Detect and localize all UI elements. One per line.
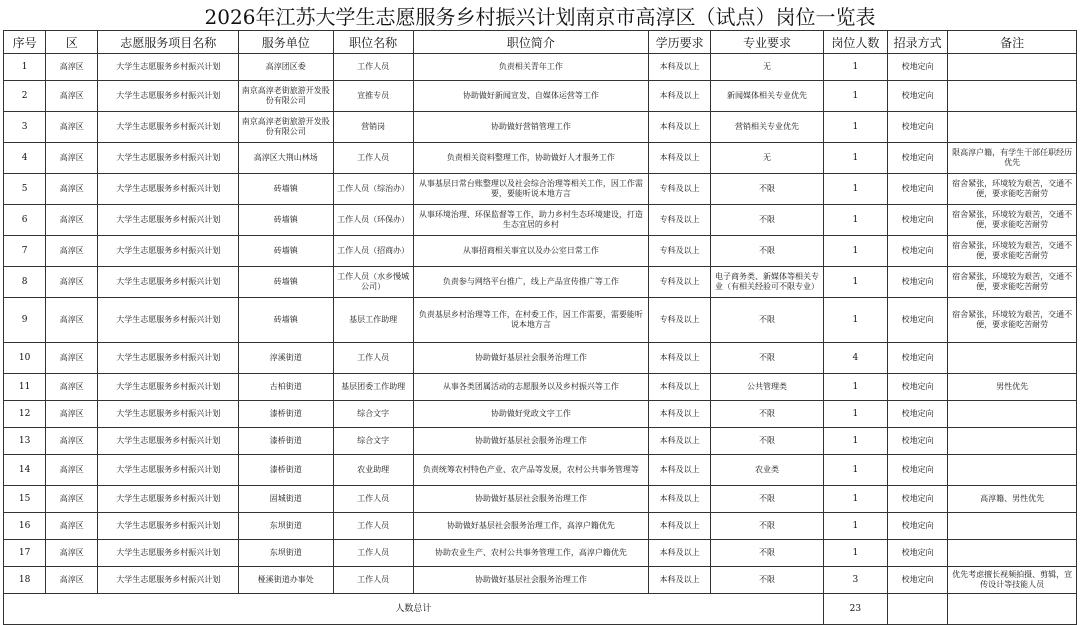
position-cell: 基层团委工作助理 [333, 374, 413, 401]
unit-cell: 砖墙镇 [239, 267, 333, 298]
education-cell: 本科及以上 [648, 455, 710, 486]
note-cell [948, 81, 1077, 112]
note-cell [948, 540, 1077, 567]
position-cell: 工作人员 [333, 540, 413, 567]
count-cell: 3 [823, 567, 887, 594]
table-row [4, 513, 1077, 540]
major-cell: 不限 [711, 298, 824, 343]
row-number: 14 [4, 455, 46, 486]
education-cell: 本科及以上 [648, 374, 710, 401]
table-row [4, 267, 1077, 298]
count-cell: 1 [823, 540, 887, 567]
district-cell: 高淳区 [46, 343, 98, 374]
district-cell: 高淳区 [46, 401, 98, 428]
method-cell: 校地定向 [888, 343, 948, 374]
note-cell: 男性优先 [948, 374, 1077, 401]
education-cell: 本科及以上 [648, 401, 710, 428]
major-cell: 不限 [711, 236, 824, 267]
position-cell: 工作人员 [333, 513, 413, 540]
total-empty-cell [888, 594, 948, 625]
position-cell: 工作人员（招商办） [333, 236, 413, 267]
intro-cell: 协助做好新闻宣发、自媒体运营等工作 [413, 81, 648, 112]
table-row [4, 428, 1077, 455]
header-row [4, 31, 1077, 54]
total-empty-cell [948, 594, 1077, 625]
education-cell: 本科及以上 [648, 567, 710, 594]
header-cell: 备注 [948, 31, 1077, 54]
project-cell: 大学生志愿服务乡村振兴计划 [98, 486, 239, 513]
note-cell: 宿舍紧张，环境较为艰苦，交通不便，要求能吃苦耐劳 [948, 236, 1077, 267]
district-cell: 高淳区 [46, 54, 98, 81]
method-cell: 校地定向 [888, 174, 948, 205]
project-cell: 大学生志愿服务乡村振兴计划 [98, 143, 239, 174]
unit-cell: 固城街道 [239, 486, 333, 513]
intro-cell: 从事各类团属活动的志愿服务以及乡村振兴等工作 [413, 374, 648, 401]
note-cell [948, 401, 1077, 428]
district-cell: 高淳区 [46, 205, 98, 236]
count-cell: 1 [823, 298, 887, 343]
intro-cell: 负责基层乡村治理等工作，在村委工作，因工作需要，需要能听说本地方言 [413, 298, 648, 343]
district-cell: 高淳区 [46, 540, 98, 567]
intro-cell: 负责相关资料整理工作，协助做好人才服务工作 [413, 143, 648, 174]
table-row [4, 374, 1077, 401]
position-cell: 农业助理 [333, 455, 413, 486]
note-cell: 高淳籍、男性优先 [948, 486, 1077, 513]
total-row [4, 594, 1077, 625]
education-cell: 本科及以上 [648, 54, 710, 81]
document-title: 2026年江苏大学生志愿服务乡村振兴计划南京市高淳区（试点）岗位一览表 [204, 5, 876, 29]
intro-cell: 协助做好营销管理工作 [413, 112, 648, 143]
education-cell: 本科及以上 [648, 486, 710, 513]
method-cell: 校地定向 [888, 143, 948, 174]
table-row [4, 486, 1077, 513]
major-cell: 无 [711, 143, 824, 174]
table-row [4, 174, 1077, 205]
position-cell: 工作人员 [333, 343, 413, 374]
method-cell: 校地定向 [888, 540, 948, 567]
note-cell [948, 54, 1077, 81]
table-row [4, 236, 1077, 267]
intro-cell: 从事招商相关事宜以及办公室日常工作 [413, 236, 648, 267]
education-cell: 专科及以上 [648, 267, 710, 298]
intro-cell: 从事环境治理、环保监督等工作，助力乡村生态环境建设，打造生态宜居的乡村 [413, 205, 648, 236]
positions-table [3, 30, 1077, 625]
row-number: 13 [4, 428, 46, 455]
header-cell: 岗位人数 [823, 31, 887, 54]
header-cell: 区 [46, 31, 98, 54]
unit-cell: 漆桥街道 [239, 401, 333, 428]
intro-cell: 协助做好基层社会服务治理工作 [413, 567, 648, 594]
major-cell: 新闻媒体相关专业优先 [711, 81, 824, 112]
major-cell: 不限 [711, 401, 824, 428]
unit-cell: 南京高淳老街旅游开发股份有限公司 [239, 112, 333, 143]
intro-cell: 协助做好基层社会服务治理工作 [413, 486, 648, 513]
education-cell: 专科及以上 [648, 236, 710, 267]
project-cell: 大学生志愿服务乡村振兴计划 [98, 81, 239, 112]
intro-cell: 负责统筹农村特色产业、农产品等发展，农村公共事务管理等 [413, 455, 648, 486]
major-cell: 不限 [711, 205, 824, 236]
table-row [4, 567, 1077, 594]
project-cell: 大学生志愿服务乡村振兴计划 [98, 455, 239, 486]
major-cell: 无 [711, 54, 824, 81]
major-cell: 公共管理类 [711, 374, 824, 401]
project-cell: 大学生志愿服务乡村振兴计划 [98, 513, 239, 540]
method-cell: 校地定向 [888, 455, 948, 486]
count-cell: 1 [823, 267, 887, 298]
method-cell: 校地定向 [888, 54, 948, 81]
position-cell: 营销岗 [333, 112, 413, 143]
position-cell: 基层工作助理 [333, 298, 413, 343]
method-cell: 校地定向 [888, 298, 948, 343]
unit-cell: 砖墙镇 [239, 205, 333, 236]
header-cell: 招录方式 [888, 31, 948, 54]
unit-cell: 淳溪街道 [239, 343, 333, 374]
position-cell: 宣推专员 [333, 81, 413, 112]
project-cell: 大学生志愿服务乡村振兴计划 [98, 205, 239, 236]
header-cell: 职位名称 [333, 31, 413, 54]
row-number: 11 [4, 374, 46, 401]
table-row [4, 401, 1077, 428]
education-cell: 本科及以上 [648, 540, 710, 567]
education-cell: 本科及以上 [648, 143, 710, 174]
district-cell: 高淳区 [46, 174, 98, 205]
table-row [4, 455, 1077, 486]
note-cell: 宿舍紧张，环境较为艰苦，交通不便，要求能吃苦耐劳 [948, 205, 1077, 236]
position-cell: 综合文字 [333, 401, 413, 428]
unit-cell: 漆桥街道 [239, 455, 333, 486]
unit-cell: 东坝街道 [239, 540, 333, 567]
row-number: 15 [4, 486, 46, 513]
method-cell: 校地定向 [888, 236, 948, 267]
unit-cell: 高淳区大荆山林场 [239, 143, 333, 174]
position-cell: 工作人员（环保办） [333, 205, 413, 236]
unit-cell: 桠溪街道办事处 [239, 567, 333, 594]
unit-cell: 南京高淳老街旅游开发股份有限公司 [239, 81, 333, 112]
district-cell: 高淳区 [46, 236, 98, 267]
intro-cell: 负责参与网络平台推广，线上产品宣传推广等工作 [413, 267, 648, 298]
count-cell: 1 [823, 81, 887, 112]
major-cell: 不限 [711, 174, 824, 205]
count-cell: 1 [823, 205, 887, 236]
project-cell: 大学生志愿服务乡村振兴计划 [98, 401, 239, 428]
project-cell: 大学生志愿服务乡村振兴计划 [98, 267, 239, 298]
count-cell: 1 [823, 486, 887, 513]
project-cell: 大学生志愿服务乡村振兴计划 [98, 428, 239, 455]
education-cell: 本科及以上 [648, 81, 710, 112]
header-cell: 学历要求 [648, 31, 710, 54]
unit-cell: 砖墙镇 [239, 236, 333, 267]
count-cell: 1 [823, 374, 887, 401]
major-cell: 不限 [711, 513, 824, 540]
position-cell: 工作人员 [333, 567, 413, 594]
major-cell: 不限 [711, 486, 824, 513]
method-cell: 校地定向 [888, 112, 948, 143]
project-cell: 大学生志愿服务乡村振兴计划 [98, 343, 239, 374]
row-number: 2 [4, 81, 46, 112]
intro-cell: 协助做好基层社会服务治理工作 [413, 428, 648, 455]
count-cell: 1 [823, 513, 887, 540]
education-cell: 本科及以上 [648, 343, 710, 374]
method-cell: 校地定向 [888, 486, 948, 513]
total-label: 人数总计 [4, 594, 824, 625]
note-cell: 宿舍紧张，环境较为艰苦，交通不便，要求能吃苦耐劳 [948, 174, 1077, 205]
table-row [4, 540, 1077, 567]
row-number: 9 [4, 298, 46, 343]
table-row [4, 143, 1077, 174]
district-cell: 高淳区 [46, 455, 98, 486]
district-cell: 高淳区 [46, 143, 98, 174]
total-value: 23 [823, 594, 887, 625]
education-cell: 专科及以上 [648, 205, 710, 236]
education-cell: 本科及以上 [648, 112, 710, 143]
row-number: 4 [4, 143, 46, 174]
row-number: 5 [4, 174, 46, 205]
intro-cell: 协助做好党政文字工作 [413, 401, 648, 428]
row-number: 16 [4, 513, 46, 540]
district-cell: 高淳区 [46, 374, 98, 401]
district-cell: 高淳区 [46, 267, 98, 298]
note-cell: 优先考虑擅长视频拍摄、剪辑，宣传设计等技能人员 [948, 567, 1077, 594]
position-cell: 综合文字 [333, 428, 413, 455]
row-number: 7 [4, 236, 46, 267]
header-cell: 服务单位 [239, 31, 333, 54]
note-cell [948, 455, 1077, 486]
position-cell: 工作人员（综治办） [333, 174, 413, 205]
note-cell [948, 343, 1077, 374]
count-cell: 1 [823, 455, 887, 486]
header-cell: 序号 [4, 31, 46, 54]
note-cell: 宿舍紧张，环境较为艰苦，交通不便，要求能吃苦耐劳 [948, 267, 1077, 298]
row-number: 8 [4, 267, 46, 298]
table-row [4, 112, 1077, 143]
table-row [4, 298, 1077, 343]
major-cell: 不限 [711, 567, 824, 594]
unit-cell: 高淳团区委 [239, 54, 333, 81]
position-cell: 工作人员 [333, 143, 413, 174]
table-row [4, 54, 1077, 81]
count-cell: 1 [823, 428, 887, 455]
intro-cell: 协助农业生产、农村公共事务管理工作，高淳户籍优先 [413, 540, 648, 567]
intro-cell: 协助做好基层社会服务治理工作，高淳户籍优先 [413, 513, 648, 540]
intro-cell: 从事基层日常台账整理以及社会综合治理等相关工作，因工作需要，要能听说本地方言 [413, 174, 648, 205]
row-number: 17 [4, 540, 46, 567]
note-cell: 宿舍紧张，环境较为艰苦，交通不便，要求能吃苦耐劳 [948, 298, 1077, 343]
major-cell: 营销相关专业优先 [711, 112, 824, 143]
major-cell: 不限 [711, 343, 824, 374]
intro-cell: 协助做好基层社会服务治理工作 [413, 343, 648, 374]
count-cell: 1 [823, 401, 887, 428]
unit-cell: 砖墙镇 [239, 174, 333, 205]
row-number: 1 [4, 54, 46, 81]
position-cell: 工作人员 [333, 486, 413, 513]
count-cell: 1 [823, 236, 887, 267]
education-cell: 专科及以上 [648, 174, 710, 205]
major-cell: 农业类 [711, 455, 824, 486]
unit-cell: 砖墙镇 [239, 298, 333, 343]
method-cell: 校地定向 [888, 428, 948, 455]
method-cell: 校地定向 [888, 205, 948, 236]
unit-cell: 漆桥街道 [239, 428, 333, 455]
note-cell [948, 428, 1077, 455]
row-number: 12 [4, 401, 46, 428]
major-cell: 电子商务类、新媒体等相关专业（有相关经验可不限专业） [711, 267, 824, 298]
unit-cell: 东坝街道 [239, 513, 333, 540]
method-cell: 校地定向 [888, 567, 948, 594]
table-row [4, 205, 1077, 236]
position-cell: 工作人员 [333, 54, 413, 81]
table-row [4, 343, 1077, 374]
project-cell: 大学生志愿服务乡村振兴计划 [98, 298, 239, 343]
district-cell: 高淳区 [46, 567, 98, 594]
row-number: 18 [4, 567, 46, 594]
project-cell: 大学生志愿服务乡村振兴计划 [98, 112, 239, 143]
row-number: 6 [4, 205, 46, 236]
district-cell: 高淳区 [46, 81, 98, 112]
district-cell: 高淳区 [46, 513, 98, 540]
intro-cell: 负责相关青年工作 [413, 54, 648, 81]
count-cell: 1 [823, 112, 887, 143]
count-cell: 4 [823, 343, 887, 374]
method-cell: 校地定向 [888, 513, 948, 540]
project-cell: 大学生志愿服务乡村振兴计划 [98, 174, 239, 205]
note-cell [948, 513, 1077, 540]
note-cell: 限高淳户籍，有学生干部任职经历优先 [948, 143, 1077, 174]
unit-cell: 古柏街道 [239, 374, 333, 401]
header-cell: 职位简介 [413, 31, 648, 54]
education-cell: 本科及以上 [648, 513, 710, 540]
education-cell: 本科及以上 [648, 428, 710, 455]
project-cell: 大学生志愿服务乡村振兴计划 [98, 236, 239, 267]
major-cell: 不限 [711, 540, 824, 567]
major-cell: 不限 [711, 428, 824, 455]
method-cell: 校地定向 [888, 81, 948, 112]
project-cell: 大学生志愿服务乡村振兴计划 [98, 567, 239, 594]
district-cell: 高淳区 [46, 428, 98, 455]
education-cell: 专科及以上 [648, 298, 710, 343]
count-cell: 1 [823, 54, 887, 81]
project-cell: 大学生志愿服务乡村振兴计划 [98, 540, 239, 567]
position-cell: 工作人员（水乡慢城公司） [333, 267, 413, 298]
project-cell: 大学生志愿服务乡村振兴计划 [98, 374, 239, 401]
count-cell: 1 [823, 143, 887, 174]
method-cell: 校地定向 [888, 374, 948, 401]
district-cell: 高淳区 [46, 486, 98, 513]
row-number: 10 [4, 343, 46, 374]
note-cell [948, 112, 1077, 143]
district-cell: 高淳区 [46, 112, 98, 143]
header-cell: 专业要求 [711, 31, 824, 54]
district-cell: 高淳区 [46, 298, 98, 343]
table-row [4, 81, 1077, 112]
count-cell: 1 [823, 174, 887, 205]
method-cell: 校地定向 [888, 267, 948, 298]
row-number: 3 [4, 112, 46, 143]
header-cell: 志愿服务项目名称 [98, 31, 239, 54]
project-cell: 大学生志愿服务乡村振兴计划 [98, 54, 239, 81]
method-cell: 校地定向 [888, 401, 948, 428]
